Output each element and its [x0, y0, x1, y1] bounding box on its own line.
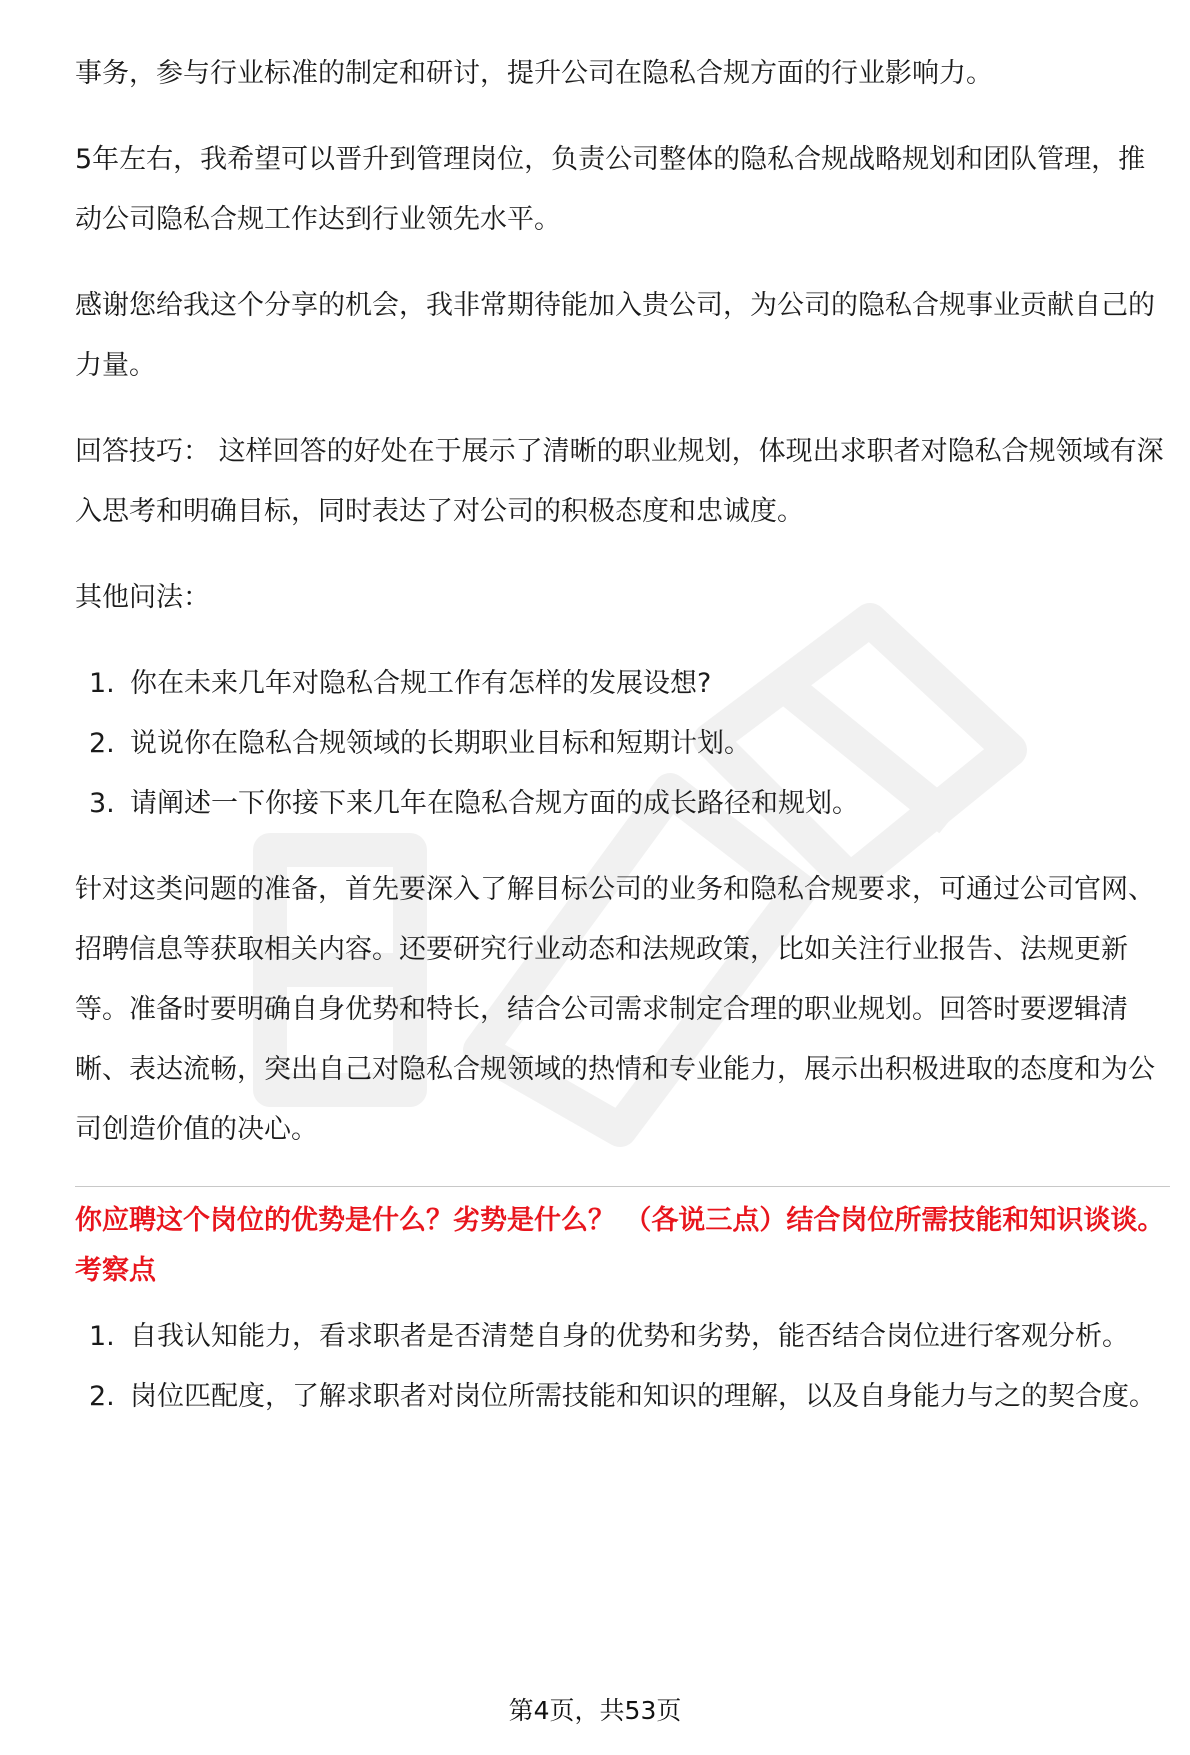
- preparation-paragraph: 针对这类问题的准备，首先要深入了解目标公司的业务和隐私合规要求，可通过公司官网、招聘信息等获取相关内容。还要研究行业动态和法规政策，比如关注行业报告、法规更新等。准备时要明确自身优势和特长，结合公司需求制定合理的职业规划。回答时要逻辑清晰、表达流畅，突出自己对隐私合规领域的热情和专业能力，展示出积极进取的态度和为公司创造价值的决心。: [75, 874, 1155, 1145]
- list-item-text: 请阐述一下你接下来几年在隐私合规方面的成长路径和规划。: [130, 788, 859, 819]
- page-content: [75, 44, 1170, 1453]
- list-item: [75, 774, 1170, 834]
- paragraph: 事务，参与行业标准的制定和研讨，提升公司在隐私合规方面的行业影响力。: [75, 58, 993, 89]
- question-title: 你应聘这个岗位的优势是什么？劣势是什么？ （各说三点）结合岗位所需技能和知识谈谈。: [75, 1205, 1165, 1236]
- section-divider: [75, 1186, 1170, 1187]
- list-item: [75, 1367, 1170, 1427]
- list-number: 1.: [89, 668, 115, 699]
- other-questions-heading: 其他问法：: [75, 582, 210, 613]
- paragraph: 感谢您给我这个分享的机会，我非常期待能加入贵公司，为公司的隐私合规事业贡献自己的力量。: [75, 290, 1155, 381]
- list-number: 2.: [89, 1381, 115, 1412]
- list-number: 2.: [89, 728, 115, 759]
- answer-tip-paragraph: 回答技巧： 这样回答的好处在于展示了清晰的职业规划，体现出求职者对隐私合规领域有深入思考和明确目标，同时表达了对公司的积极态度和忠诚度。: [75, 436, 1164, 527]
- assessment-points-list: [75, 1307, 1170, 1427]
- list-item: [75, 714, 1170, 774]
- other-questions-list: [75, 654, 1170, 834]
- paragraph: 5年左右，我希望可以晋升到管理岗位，负责公司整体的隐私合规战略规划和团队管理，推动公司隐私合规工作达到行业领先水平。: [75, 144, 1146, 235]
- list-item: [75, 654, 1170, 714]
- list-number: 3.: [89, 788, 115, 819]
- list-item: [75, 1307, 1170, 1367]
- list-item-text: 你在未来几年对隐私合规工作有怎样的发展设想?: [130, 668, 712, 699]
- list-item-text: 岗位匹配度，了解求职者对岗位所需技能和知识的理解，以及自身能力与之的契合度。: [130, 1381, 1156, 1412]
- list-number: 1.: [89, 1321, 115, 1352]
- page-footer: 第4页，共53页: [508, 1696, 682, 1725]
- list-item-text: 自我认知能力，看求职者是否清楚自身的优势和劣势，能否结合岗位进行客观分析。: [130, 1321, 1129, 1352]
- list-item-text: 说说你在隐私合规领域的长期职业目标和短期计划。: [130, 728, 751, 759]
- assessment-points-heading: 考察点: [75, 1255, 156, 1286]
